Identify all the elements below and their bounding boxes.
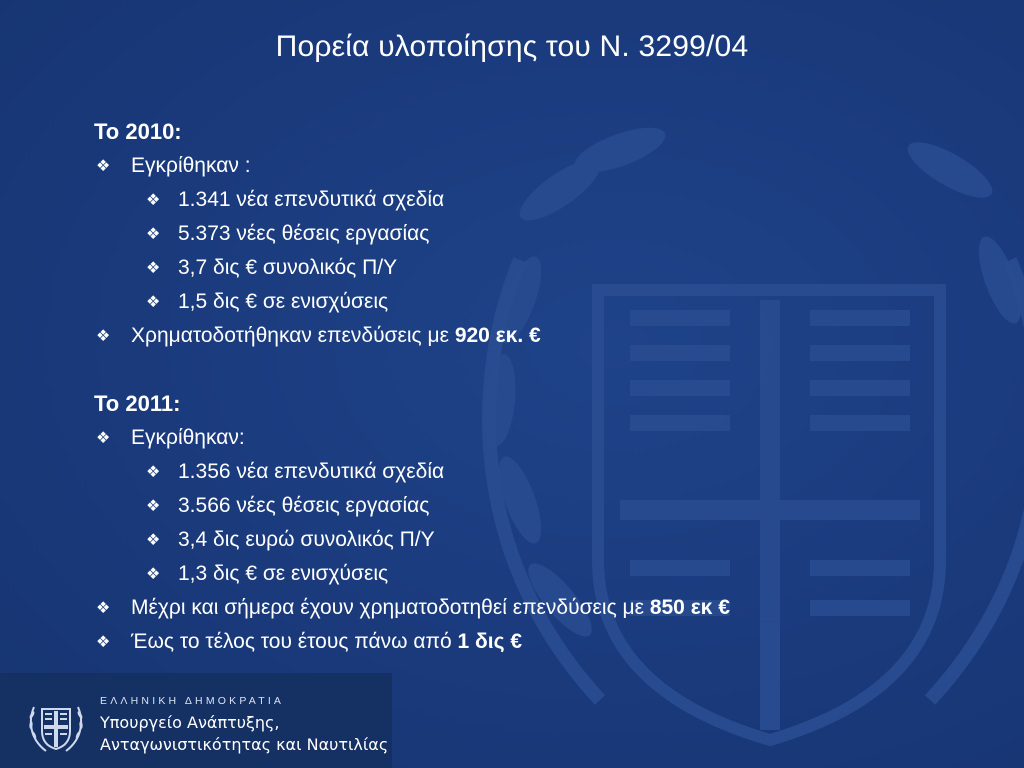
list-item: [94, 251, 994, 285]
diamond-bullet-icon: ❖: [146, 530, 161, 549]
slide-title: Πορεία υλοποίησης του Ν. 3299/04: [275, 30, 749, 63]
item-text: 3,4 δις ευρώ συνολικός Π/Υ: [178, 528, 435, 551]
diamond-bullet-icon: ❖: [146, 190, 161, 209]
item-text: 1.341 νέα επενδυτικά σχεδία: [178, 188, 445, 211]
diamond-bullet-icon: ❖: [96, 428, 111, 447]
list-item: [94, 489, 994, 523]
list-item: [94, 183, 994, 217]
slide-content: [94, 115, 994, 659]
item-text: 1,5 δις € σε ενισχύσεις: [178, 290, 389, 313]
heading-2011: Το 2011:: [94, 391, 181, 416]
list-item: [94, 285, 994, 319]
diamond-bullet-icon: ❖: [146, 224, 161, 243]
diamond-bullet-icon: ❖: [146, 564, 161, 583]
funded-2011-text: Μέχρι και σήμερα έχουν χρηματοδοτηθεί επενδύσεις με: [131, 596, 650, 619]
list-item: [94, 217, 994, 251]
approved-2010-label: Εγκρίθηκαν :: [131, 154, 251, 177]
ministry-name-line2: Ανταγωνιστικότητας και Ναυτιλίας: [100, 735, 389, 754]
diamond-bullet-icon: ❖: [146, 462, 161, 481]
funded-2011: [94, 591, 994, 625]
section-spacer: [94, 353, 994, 387]
approved-2011: [94, 421, 994, 455]
item-text: 1,3 δις € σε ενισχύσεις: [178, 562, 389, 585]
ministry-name-line1: Υπουργείο Ανάπτυξης,: [100, 713, 280, 732]
diamond-bullet-icon: ❖: [146, 496, 161, 515]
diamond-bullet-icon: ❖: [96, 156, 111, 175]
heading-2010: Το 2010:: [94, 119, 182, 144]
republic-label: ΕΛΛΗΝΙΚΗ ΔΗΜΟΚΡΑΤΙΑ: [100, 695, 285, 707]
item-text: 3.566 νέες θέσεις εργασίας: [178, 494, 430, 517]
funded-2010: [94, 319, 994, 353]
diamond-bullet-icon: ❖: [146, 258, 161, 277]
list-item: [94, 557, 994, 591]
funded-2011-amount: 850 εκ €: [649, 596, 730, 619]
diamond-bullet-icon: ❖: [96, 632, 111, 651]
diamond-bullet-icon: ❖: [146, 292, 161, 311]
ministry-footer: [0, 673, 392, 768]
approved-2010: [94, 149, 994, 183]
item-text: 1.356 νέα επενδυτικά σχεδία: [178, 460, 445, 483]
target-2011: [94, 625, 994, 659]
greek-coat-of-arms-icon: [24, 693, 88, 757]
diamond-bullet-icon: ❖: [96, 598, 111, 617]
approved-2011-label: Εγκρίθηκαν:: [131, 426, 245, 449]
funded-2010-text: Χρηματοδοτήθηκαν επενδύσεις με: [131, 324, 455, 347]
item-text: 5.373 νέες θέσεις εργασίας: [178, 222, 430, 245]
list-item: [94, 523, 994, 557]
funded-2010-amount: 920 εκ. €: [454, 324, 541, 347]
target-2011-text: Έως το τέλος του έτους πάνω από: [131, 630, 458, 653]
list-item: [94, 455, 994, 489]
item-text: 3,7 δις € συνολικός Π/Υ: [178, 256, 398, 279]
target-2011-amount: 1 δις €: [457, 630, 523, 653]
diamond-bullet-icon: ❖: [96, 326, 111, 345]
